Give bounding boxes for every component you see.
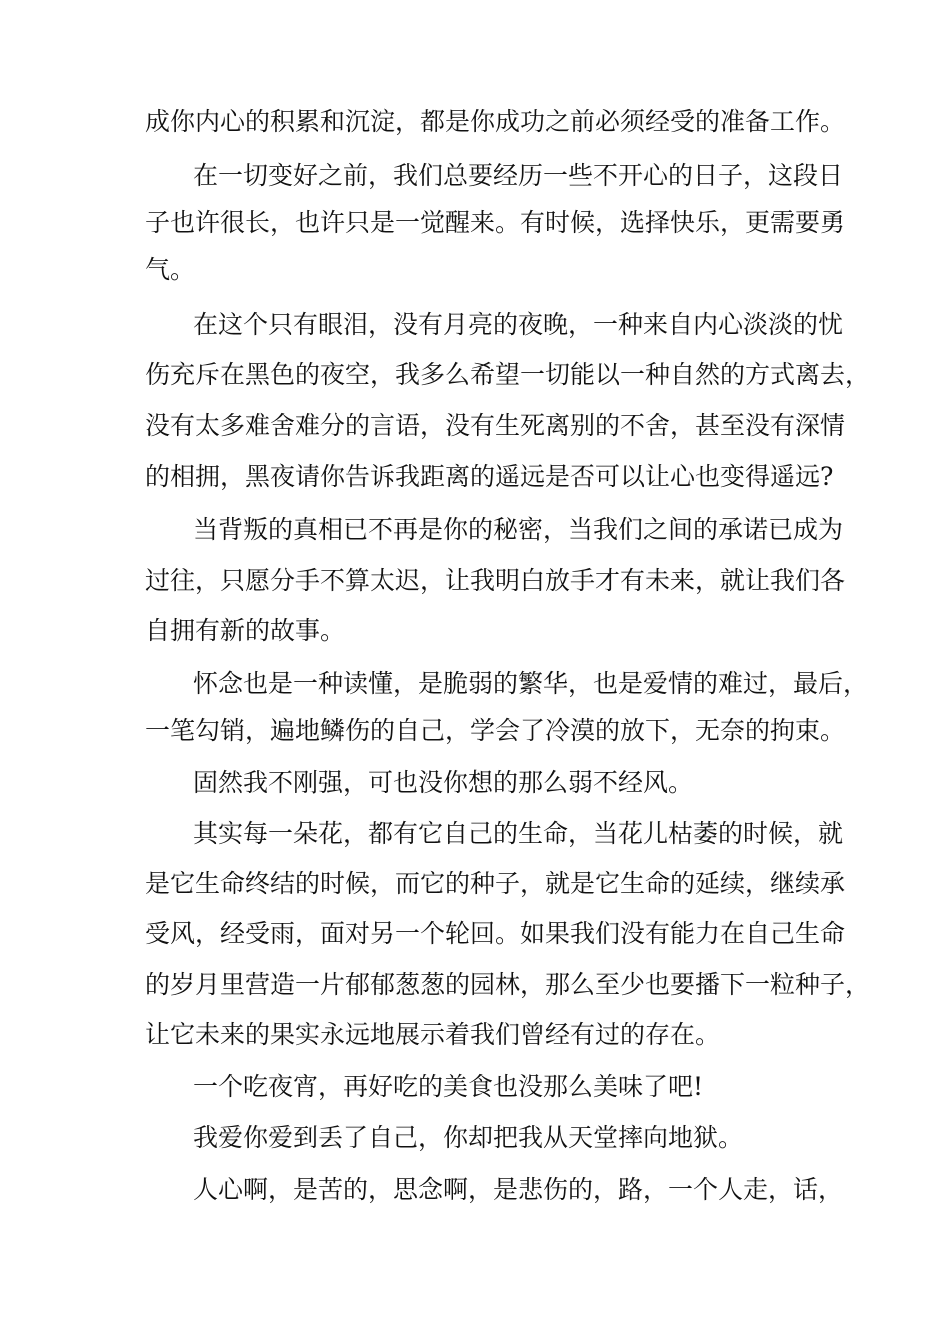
text-line: 子也许很长，也许只是一觉醒来。有时候，选择快乐，更需要勇 — [145, 208, 846, 237]
text-line: 是它生命终结的时候，而它的种子，就是它生命的延续，继续承 — [145, 869, 846, 898]
text-line: 让它未来的果实永远地展示着我们曾经有过的存在。 — [145, 1020, 721, 1049]
text-line: 在一切变好之前，我们总要经历一些不开心的日子，这段日 — [193, 161, 844, 190]
text-line: 固然我不刚强，可也没你想的那么弱不经风。 — [193, 768, 694, 797]
text-line: 伤充斥在黑色的夜空，我多么希望一切能以一种自然的方式离去， — [145, 360, 871, 389]
text-line: 受风，经受雨，面对另一个轮回。如果我们没有能力在自己生命 — [145, 919, 846, 948]
text-line: 成你内心的积累和沉淀，都是你成功之前必须经受的准备工作。 — [145, 107, 846, 136]
text-line: 其实每一朵花，都有它自己的生命，当花儿枯萎的时候，就 — [193, 819, 844, 848]
text-line: 自拥有新的故事。 — [145, 616, 346, 645]
text-line: 气。 — [145, 255, 196, 284]
text-line: 过往，只愿分手不算太迟，让我明白放手才有未来，就让我们各 — [145, 566, 846, 595]
text-line: 我爱你爱到丢了自己，你却把我从天堂摔向地狱。 — [193, 1123, 744, 1152]
text-line: 没有太多难舍难分的言语，没有生死离别的不舍，甚至没有深情 — [145, 411, 846, 440]
text-line: 在这个只有眼泪，没有月亮的夜晚，一种来自内心淡淡的忧 — [193, 310, 844, 339]
text-line: 一个吃夜宵，再好吃的美食也没那么美味了吧! — [193, 1072, 704, 1101]
text-line: 的岁月里营造一片郁郁葱葱的园林，那么至少也要播下一粒种子， — [145, 970, 871, 999]
text-line: 怀念也是一种读懂，是脆弱的繁华，也是爱情的难过，最后， — [193, 669, 869, 698]
text-line: 当背叛的真相已不再是你的秘密，当我们之间的承诺已成为 — [193, 515, 844, 544]
text-line: 的相拥，黑夜请你告诉我距离的遥远是否可以让心也变得遥远? — [145, 462, 834, 491]
text-line: 人心啊，是苦的，思念啊，是悲伤的，路，一个人走，话， — [193, 1175, 844, 1204]
text-line: 一笔勾销，遍地鳞伤的自己，学会了冷漠的放下，无奈的拘束。 — [145, 716, 846, 745]
